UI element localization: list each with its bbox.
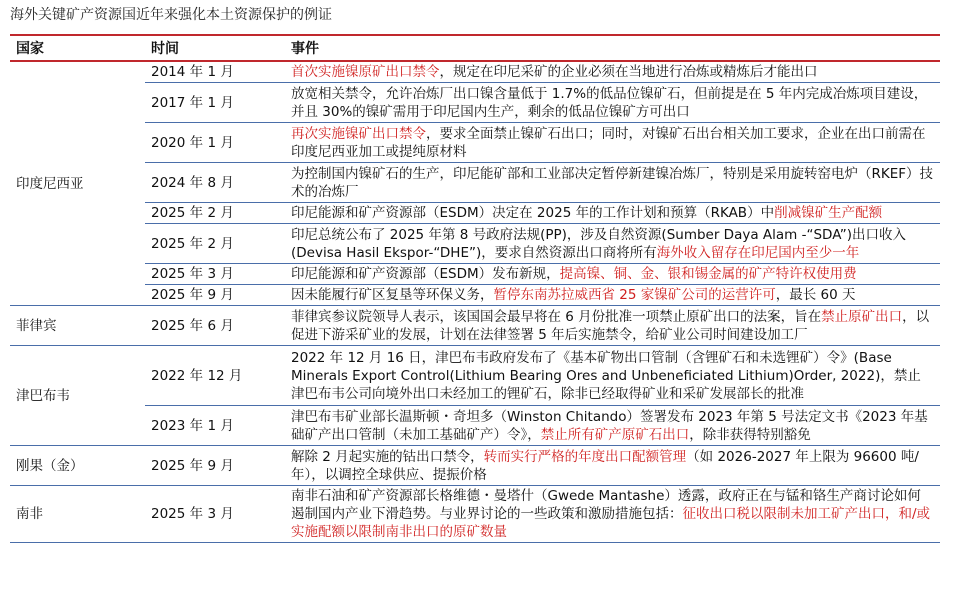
event-text: 因未能履行矿区复垦等环保义务， [291, 287, 494, 303]
table-title: 海外关键矿产资源国近年来强化本土资源保护的例证 [10, 7, 332, 23]
header-event: 事件 [285, 35, 940, 61]
table-row [10, 163, 940, 203]
event-text: 2022 年 12 月 16 日，津巴布韦政府发布了《基本矿物出口管制（含锂矿石和未选锂矿）令》(Base Minerals Export Control(Lithium Bearing Ores and Unbeneficiated Lithium)Order, 2022)，禁止津巴布韦公司向境外出口未经加工的锂矿石，除非已经取得矿业和采矿发展部长的批准 [291, 349, 921, 402]
country-cell: 津巴布韦 [10, 346, 145, 446]
time-cell: 2025 年 3 月 [145, 486, 285, 543]
event-cell [285, 61, 940, 83]
time-cell: 2025 年 3 月 [145, 264, 285, 285]
highlighted-text: 提高镍、铜、金、银和锡金属的矿产特许权使用费 [559, 266, 857, 282]
policy-table [10, 34, 940, 543]
country-cell: 印度尼西亚 [10, 61, 145, 306]
event-text: 为控制国内镍矿石的生产，印尼能矿部和工业部决定暂停新建镍冶炼厂，特别是采用旋转窑电炉（RKEF）技术的冶炼厂 [291, 165, 934, 200]
event-text: 菲律宾参议院领导人表示，该国国会最早将在 6 月份批准一项禁止原矿出口的法案，旨在 [291, 308, 822, 325]
table-header-row [10, 35, 940, 61]
event-cell [285, 123, 940, 163]
event-cell [285, 346, 940, 406]
event-text: ，除非获得特别豁免 [689, 426, 811, 443]
event-text: ，规定在印尼采矿的企业必须在当地进行冶炼或精炼后才能出口 [439, 64, 818, 80]
highlighted-text: 首次实施镍原矿出口禁令 [291, 64, 440, 80]
time-cell: 2025 年 9 月 [145, 285, 285, 306]
event-cell [285, 224, 940, 264]
table-row [10, 224, 940, 264]
time-cell: 2023 年 1 月 [145, 406, 285, 446]
table-row [10, 406, 940, 446]
table-row [10, 123, 940, 163]
table-row [10, 61, 940, 83]
event-cell [285, 446, 940, 486]
highlighted-text: 海外收入留存在印尼国内至少一年 [656, 244, 860, 261]
time-cell: 2025 年 6 月 [145, 306, 285, 346]
event-cell [285, 285, 940, 306]
table-row [10, 83, 940, 123]
table-row [10, 346, 940, 406]
event-text: 印尼能源和矿产资源部（ESDM）发布新规， [291, 266, 560, 282]
time-cell: 2025 年 9 月 [145, 446, 285, 486]
event-cell [285, 306, 940, 346]
highlighted-text: 征收出口税以限制未加工矿产出口，和/或实施配额以限制南非出口的原矿数量 [291, 506, 931, 540]
time-cell: 2020 年 1 月 [145, 123, 285, 163]
event-text: 解除 2 月起实施的钴出口禁令， [291, 448, 484, 465]
event-text: ，要求全面禁止镍矿石出口；同时，对镍矿石出台相关加工要求，企业在出口前需在印度尼西亚加工或提纯原材料 [291, 125, 926, 160]
event-cell [285, 203, 940, 224]
table-row [10, 306, 940, 346]
time-cell: 2014 年 1 月 [145, 61, 285, 83]
table-row [10, 285, 940, 306]
highlighted-text: 禁止原矿出口 [821, 308, 903, 325]
time-cell: 2025 年 2 月 [145, 203, 285, 224]
event-text: 印尼能源和矿产资源部（ESDM）决定在 2025 年的工作计划和预算（RKAB）中 [291, 205, 775, 221]
event-text: ，以促进下游采矿业的发展，计划在法律签署 5 年后实施禁令，给矿业公司时间建设加工厂 [291, 308, 930, 343]
highlighted-text: 转而实行严格的年度出口配额管理 [483, 448, 687, 465]
event-text: 南非石油和矿产资源部长格维德・曼塔什（Gwede Mantashe）透露，政府正在与锰和铬生产商讨论如何遏制国内产业下滑趋势。与业界讨论的一些政策和激励措施包括： [291, 488, 921, 522]
country-cell: 南非 [10, 486, 145, 543]
table-row [10, 264, 940, 285]
event-text: （如 2026-2027 年上限为 96600 吨/年），以调控全球供应、提振价格 [291, 448, 919, 483]
header-time: 时间 [145, 35, 285, 61]
time-cell: 2025 年 2 月 [145, 224, 285, 264]
table-row [10, 203, 940, 224]
event-text: ，最长 60 天 [775, 287, 856, 303]
highlighted-text: 暂停东南苏拉威西省 25 家镍矿公司的运营许可 [493, 287, 776, 303]
event-cell [285, 163, 940, 203]
event-text: 放宽相关禁令，允许冶炼厂出口镍含量低于 1.7%的低品位镍矿石，但前提是在 5 年内完成冶炼项目建设，并且 30%的镍矿需用于印尼国内生产，剩余的低品位镍矿方可出口 [291, 85, 928, 120]
country-cell: 刚果（金） [10, 446, 145, 486]
highlighted-text: 禁止所有矿产原矿石出口 [540, 426, 690, 443]
time-cell: 2017 年 1 月 [145, 83, 285, 123]
event-cell [285, 406, 940, 446]
time-cell: 2022 年 12 月 [145, 346, 285, 406]
event-text: 津巴布韦矿业部长温斯顿・奇坦多（Winston Chitando）签署发布 2023 年第 5 号法定文书《2023 年基础矿产出口管制（未加工基础矿产）令》， [291, 408, 928, 443]
event-cell [285, 83, 940, 123]
time-cell: 2024 年 8 月 [145, 163, 285, 203]
header-country: 国家 [10, 35, 145, 61]
event-cell [285, 486, 940, 543]
table-body [10, 61, 940, 543]
table-row [10, 446, 940, 486]
table-row [10, 486, 940, 543]
event-cell [285, 264, 940, 285]
event-text: 印尼总统公布了 2025 年第 8 号政府法规(PP)，涉及自然资源(Sumber Daya Alam -“SDA”)出口收入(Devisa Hasil Ekspor-“DHE”)，要求自然资源出口商将所有 [291, 226, 907, 261]
highlighted-text: 削减镍矿生产配额 [774, 205, 883, 221]
country-cell: 菲律宾 [10, 306, 145, 346]
highlighted-text: 再次实施镍矿出口禁令 [291, 125, 426, 142]
